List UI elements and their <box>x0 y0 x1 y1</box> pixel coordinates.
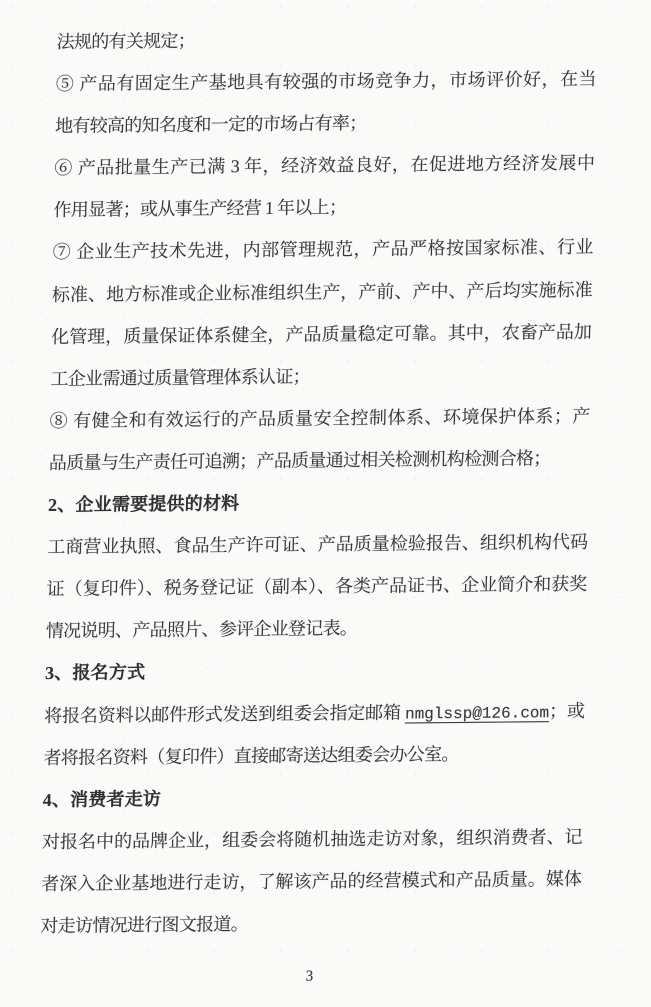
text-run: 者深入企业基地进行走访，了解该产品的经营模式和产品质量。媒体 <box>41 868 582 894</box>
text-run: 3、报名方式 <box>44 662 146 684</box>
document-line <box>49 437 590 484</box>
document-line <box>40 900 581 947</box>
document-line <box>51 310 592 357</box>
document-line <box>49 395 590 442</box>
text-run: 对走访情况进行图文报道。 <box>40 913 249 936</box>
text-run: 4、消费者走访 <box>42 788 162 810</box>
section-heading <box>42 774 583 821</box>
document-line <box>54 142 595 189</box>
text-run: ⑧ 有健全和有效运行的产品质量安全控制体系、环境保护体系；产 <box>49 405 590 431</box>
text-run: 对报名中的品牌企业，组委会将随机抽选走访对象，组织消费者、记 <box>41 826 583 852</box>
document-line <box>44 689 585 736</box>
text-run: 作用显著；或从事生产经营 1 年以上； <box>53 197 347 221</box>
text-run: ⑦ 企业生产技术先进，内部管理规范，产品严格按国家标准、行业 <box>52 237 593 263</box>
document-text-block <box>39 16 597 989</box>
text-run: 者将报名资料（复印件）直接邮寄送达组委会办公室。 <box>43 743 459 768</box>
text-run: ；或 <box>548 700 585 721</box>
section-heading <box>48 479 589 526</box>
document-line <box>55 58 596 105</box>
text-run: 法规的有关规定； <box>56 30 196 52</box>
document-line <box>43 731 584 778</box>
document-line <box>45 605 586 652</box>
document-line <box>53 184 594 231</box>
text-run: 2、企业需要提供的材料 <box>47 493 240 516</box>
text-run: ⑤ 产品有固定生产基地具有较强的市场竞争力，市场评价好，在当 <box>55 68 597 95</box>
text-run: 将报名资料以邮件形式发送到组委会指定邮箱 <box>44 702 406 726</box>
page-number: 3 <box>305 968 314 985</box>
document-line <box>56 16 597 63</box>
text-run: 标准、地方标准或企业标准组织生产，产前、产中、产后均实施标准 <box>51 279 593 305</box>
document-line <box>42 816 583 863</box>
text-lines <box>40 16 597 947</box>
text-run: 证（复印件）、税务登记证（副本）、各类产品证书、企业简介和获奖 <box>46 574 587 600</box>
email-text: nmglssp@126.com <box>404 703 550 724</box>
document-line <box>55 100 596 147</box>
section-heading <box>45 647 586 694</box>
document-line <box>52 268 593 315</box>
document-line <box>46 563 587 610</box>
document-line <box>41 858 582 905</box>
text-run: 工商营业执照、食品生产许可证、产品质量检验报告、组织机构代码 <box>47 531 588 558</box>
text-run: 工企业需通过质量管理体系认证； <box>50 366 311 389</box>
text-run: ⑥ 产品批量生产已满 3 年，经济效益良好，在促进地方经济发展中 <box>54 153 595 179</box>
text-run: 地有较高的知名度和一定的市场占有率； <box>54 113 367 137</box>
document-line <box>50 353 591 400</box>
text-run: 化管理，质量保证体系健全，产品质量稳定可靠。其中，农畜产品加 <box>51 321 592 347</box>
text-run: 品质量与生产责任可追溯；产品质量通过相关检测机构检测合格； <box>48 448 551 473</box>
document-line <box>47 521 588 568</box>
document-line <box>52 226 593 273</box>
text-run: 情况说明、产品照片、参评企业登记表。 <box>45 618 358 642</box>
